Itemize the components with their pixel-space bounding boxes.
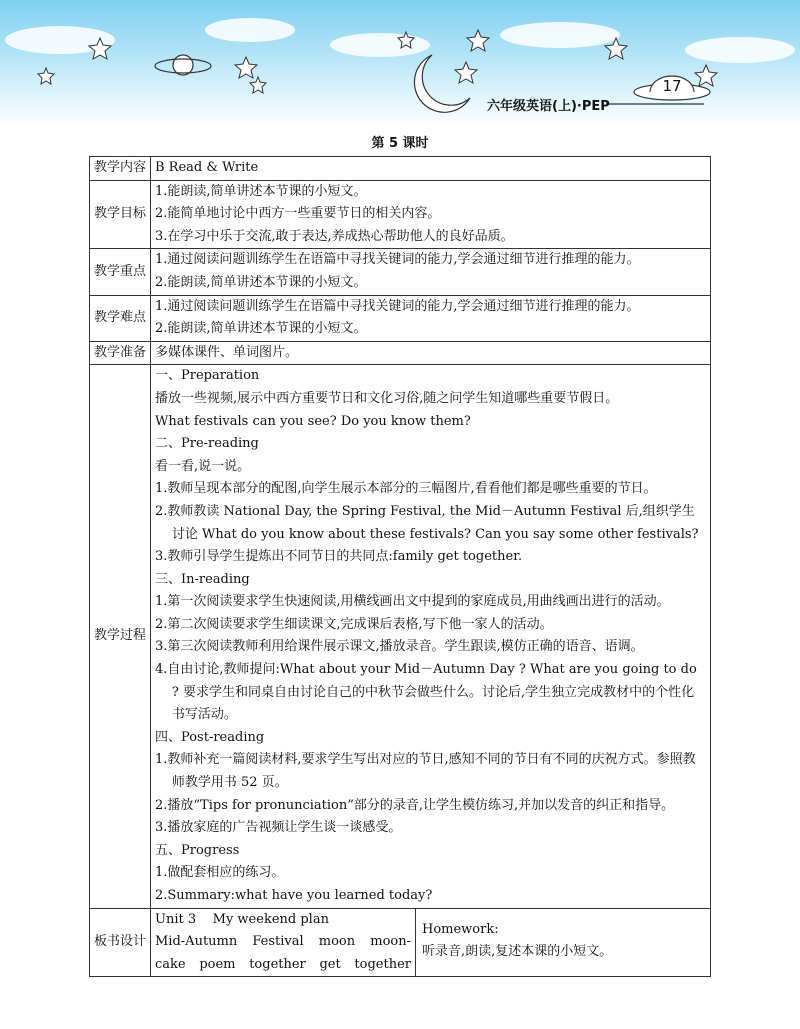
homework-text: 听录音,朗读,复述本课的小短文。: [422, 944, 613, 960]
process-line: 4.自由讨论,教师提问:What about your Mid－Autumn Day ? What are you going to do ? 要求学生和同桌自由讨论自己的中秋节会做些什么。讨论后,学生独立完成教材中的个性化书写活动。: [155, 662, 697, 723]
row-content: [90, 157, 711, 181]
process-line: 3.第三次阅读教师利用给课件展示课文,播放录音。学生跟读,模仿正确的语音、语调。: [155, 639, 644, 655]
process-line: 2.播放“Tips for pronunciation”部分的录音,让学生模仿练习,并加以发音的纠正和指导。: [155, 797, 675, 813]
process-line: 2.教师教读 National Day, the Spring Festival, the Mid－Autumn Festival 后,组织学生讨论 What do you know about these festivals? Can you say some other festivals?: [155, 503, 699, 542]
board-layout: [151, 909, 710, 977]
process-line: What festivals can you see? Do you know them?: [155, 413, 471, 429]
process-cell: [151, 365, 711, 908]
lesson-title: 第 5 课时: [371, 136, 429, 151]
book-title: 六年级英语(上)·PEP: [487, 99, 610, 114]
lesson-plan-table: [89, 156, 711, 977]
process-line: 2.Summary:what have you learned today?: [155, 888, 433, 903]
label-content: 教学内容: [90, 157, 151, 181]
section-heading: 三、In-reading: [155, 571, 250, 587]
page-number: 17: [662, 77, 682, 95]
label-board: 板书设计: [90, 908, 151, 977]
board-left: [151, 909, 416, 977]
key-point-item: 2.能朗读,简单讲述本节课的小短文。: [155, 274, 367, 290]
key-points-cell: [151, 249, 711, 295]
goal-item: 3.在学习中乐于交流,敢于表达,养成热心帮助他人的良好品质。: [155, 228, 514, 244]
label-goals: 教学目标: [90, 180, 151, 249]
process-line: 看一看,说一说。: [155, 458, 251, 474]
planet-icon: [155, 55, 211, 75]
goal-item: 1.能朗读,简单讲述本节课的小短文。: [155, 183, 367, 199]
process-line: 3.播放家庭的广告视频让学生谈一谈感受。: [155, 820, 402, 836]
difficulty-item: 2.能朗读,简单讲述本节课的小短文。: [155, 321, 367, 337]
section-heading: 五、Progress: [155, 842, 240, 858]
board-right: [416, 909, 612, 977]
process-line: 1.第一次阅读要求学生快速阅读,用横线画出文中提到的家庭成员,用曲线画出进行的活动。: [155, 594, 670, 610]
process-line: 2.第二次阅读要求学生细读课文,完成课后表格,写下他一家人的活动。: [155, 616, 553, 632]
section-heading: 四、Post-reading: [155, 729, 265, 745]
board-line: Unit 3 My weekend plan: [155, 911, 329, 927]
process-line: 3.教师引导学生提炼出不同节日的共同点:family get together.: [155, 549, 523, 565]
process-line: 1.做配套相应的练习。: [155, 865, 285, 881]
difficulty-item: 1.通过阅读问题训练学生在语篇中寻找关键词的能力,学会通过细节进行推理的能力。: [155, 298, 640, 314]
homework-heading: Homework:: [422, 921, 499, 937]
board-cell: [151, 908, 711, 977]
row-goals: [90, 180, 711, 249]
process-line: 1.教师补充一篇阅读材料,要求学生写出对应的节日,感知不同的节日有不同的庆祝方式。参照教师教学用书 52 页。: [155, 752, 696, 791]
goal-item: 2.能简单地讨论中西方一些重要节日的相关内容。: [155, 206, 441, 222]
section-heading: 二、Pre-reading: [155, 436, 259, 452]
preparation-text: 多媒体课件、单词图片。: [151, 341, 711, 365]
board-line: cake poem together get together: [155, 956, 411, 972]
label-key-points: 教学重点: [90, 249, 151, 295]
row-difficulties: [90, 295, 711, 341]
key-point-item: 1.通过阅读问题训练学生在语篇中寻找关键词的能力,学会通过细节进行推理的能力。: [155, 252, 640, 268]
goals-cell: [151, 180, 711, 249]
board-line: Mid-Autumn Festival moon moon-: [155, 934, 411, 950]
process-line: 1.教师呈现本部分的配图,向学生展示本部分的三幅图片,看看他们都是哪些重要的节日。: [155, 481, 657, 497]
section-heading: 一、Preparation: [155, 368, 260, 384]
row-board: [90, 908, 711, 977]
label-difficulties: 教学难点: [90, 295, 151, 341]
header-decoration: [0, 0, 800, 128]
content-text: B Read & Write: [151, 157, 711, 181]
process-line: 播放一些视频,展示中西方重要节日和文化习俗,随之问学生知道哪些重要节假日。: [155, 390, 619, 406]
row-preparation: [90, 341, 711, 365]
label-process: 教学过程: [90, 365, 151, 908]
label-preparation: 教学准备: [90, 341, 151, 365]
difficulties-cell: [151, 295, 711, 341]
row-key-points: [90, 249, 711, 295]
row-process: [90, 365, 711, 908]
